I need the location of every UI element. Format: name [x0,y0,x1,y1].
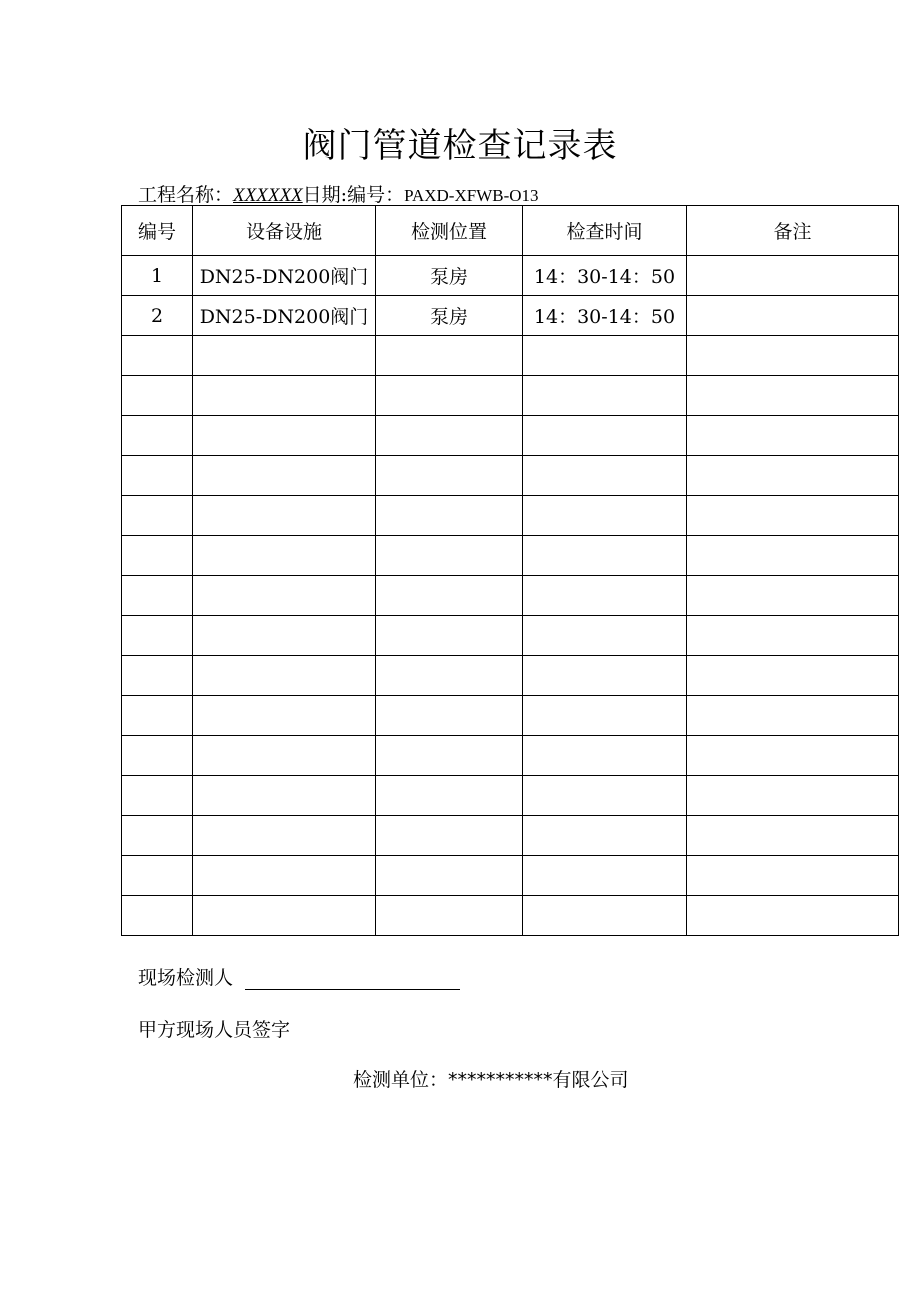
inspector-line [138,963,460,990]
form-meta [138,180,539,207]
table-row [122,416,899,456]
cell-equipment [193,576,376,616]
table-row [122,856,899,896]
cell-number [122,456,193,496]
cell-location [376,856,523,896]
cell-location: 泵房 [376,296,523,336]
cell-equipment [193,416,376,456]
cell-equipment [193,616,376,656]
record-table [121,205,899,936]
code-value: PAXD-XFWB-O13 [404,186,539,205]
cell-location [376,696,523,736]
table-row [122,456,899,496]
cell-time [523,456,687,496]
table-row [122,776,899,816]
cell-number [122,336,193,376]
table-row [122,656,899,696]
table-row [122,256,899,296]
table-body [122,256,899,936]
page-title: 阀门管道检查记录表 [302,126,618,166]
cell-location [376,656,523,696]
cell-number [122,776,193,816]
cell-remarks [687,856,899,896]
cell-location [376,336,523,376]
cell-location [376,896,523,936]
cell-location [376,416,523,456]
cell-time [523,336,687,376]
header-remarks: 备注 [687,206,899,256]
cell-number [122,656,193,696]
cell-time [523,856,687,896]
cell-number [122,576,193,616]
cell-number [122,416,193,456]
cell-location [376,736,523,776]
cell-number [122,696,193,736]
project-value: XXXXXX [233,185,303,206]
cell-time [523,536,687,576]
table-row [122,896,899,936]
cell-equipment [193,776,376,816]
cell-location [376,816,523,856]
cell-remarks [687,896,899,936]
cell-number [122,736,193,776]
cell-remarks [687,736,899,776]
table-row [122,736,899,776]
cell-remarks [687,776,899,816]
unit-label: 检测单位： [353,1069,449,1091]
header-equipment: 设备设施 [193,206,376,256]
cell-number [122,376,193,416]
cell-location [376,576,523,616]
cell-time [523,896,687,936]
unit-value: ***********有限公司 [448,1069,629,1091]
cell-time [523,816,687,856]
cell-remarks [687,416,899,456]
cell-number: 1 [122,256,193,296]
cell-equipment [193,856,376,896]
cell-remarks [687,496,899,536]
cell-location [376,376,523,416]
cell-time: 14：30-14：50 [523,256,687,296]
cell-number [122,816,193,856]
cell-time [523,496,687,536]
cell-remarks [687,576,899,616]
cell-equipment [193,696,376,736]
table-row [122,816,899,856]
cell-number [122,536,193,576]
cell-equipment [193,336,376,376]
cell-remarks [687,336,899,376]
inspector-signature-blank[interactable] [245,969,460,990]
cell-location [376,536,523,576]
table-row [122,376,899,416]
cell-remarks [687,696,899,736]
cell-number [122,496,193,536]
cell-remarks [687,376,899,416]
cell-number [122,896,193,936]
cell-equipment [193,376,376,416]
cell-time [523,616,687,656]
cell-equipment [193,496,376,536]
inspection-unit [353,1065,629,1092]
cell-equipment [193,816,376,856]
cell-location [376,776,523,816]
cell-number [122,856,193,896]
cell-time [523,776,687,816]
cell-time [523,696,687,736]
cell-time: 14：30-14：50 [523,296,687,336]
cell-time [523,576,687,616]
cell-equipment [193,736,376,776]
code-label: 编号： [347,184,405,206]
project-label: 工程名称： [138,184,234,206]
cell-remarks [687,256,899,296]
table-row [122,336,899,376]
signer-label: 甲方现场人员签字 [138,1019,291,1041]
inspector-label: 现场检测人 [138,967,234,989]
table-row [122,576,899,616]
cell-remarks [687,616,899,656]
table-row [122,616,899,656]
date-label: 日期: [302,184,348,206]
cell-remarks [687,816,899,856]
cell-equipment [193,896,376,936]
cell-time [523,656,687,696]
header-time: 检查时间 [523,206,687,256]
cell-remarks [687,656,899,696]
cell-location: 泵房 [376,256,523,296]
cell-location [376,616,523,656]
cell-remarks [687,456,899,496]
cell-remarks [687,296,899,336]
cell-equipment [193,656,376,696]
cell-number: 2 [122,296,193,336]
table-row [122,696,899,736]
cell-equipment [193,536,376,576]
cell-number [122,616,193,656]
cell-equipment [193,456,376,496]
cell-equipment: DN25-DN200阀门 [193,256,376,296]
cell-remarks [687,536,899,576]
header-location: 检测位置 [376,206,523,256]
cell-equipment: DN25-DN200阀门 [193,296,376,336]
table-row [122,536,899,576]
cell-time [523,416,687,456]
cell-time [523,376,687,416]
table-row [122,296,899,336]
table-header-row [122,206,899,256]
header-number: 编号 [122,206,193,256]
cell-location [376,456,523,496]
cell-time [523,736,687,776]
cell-location [376,496,523,536]
table-row [122,496,899,536]
